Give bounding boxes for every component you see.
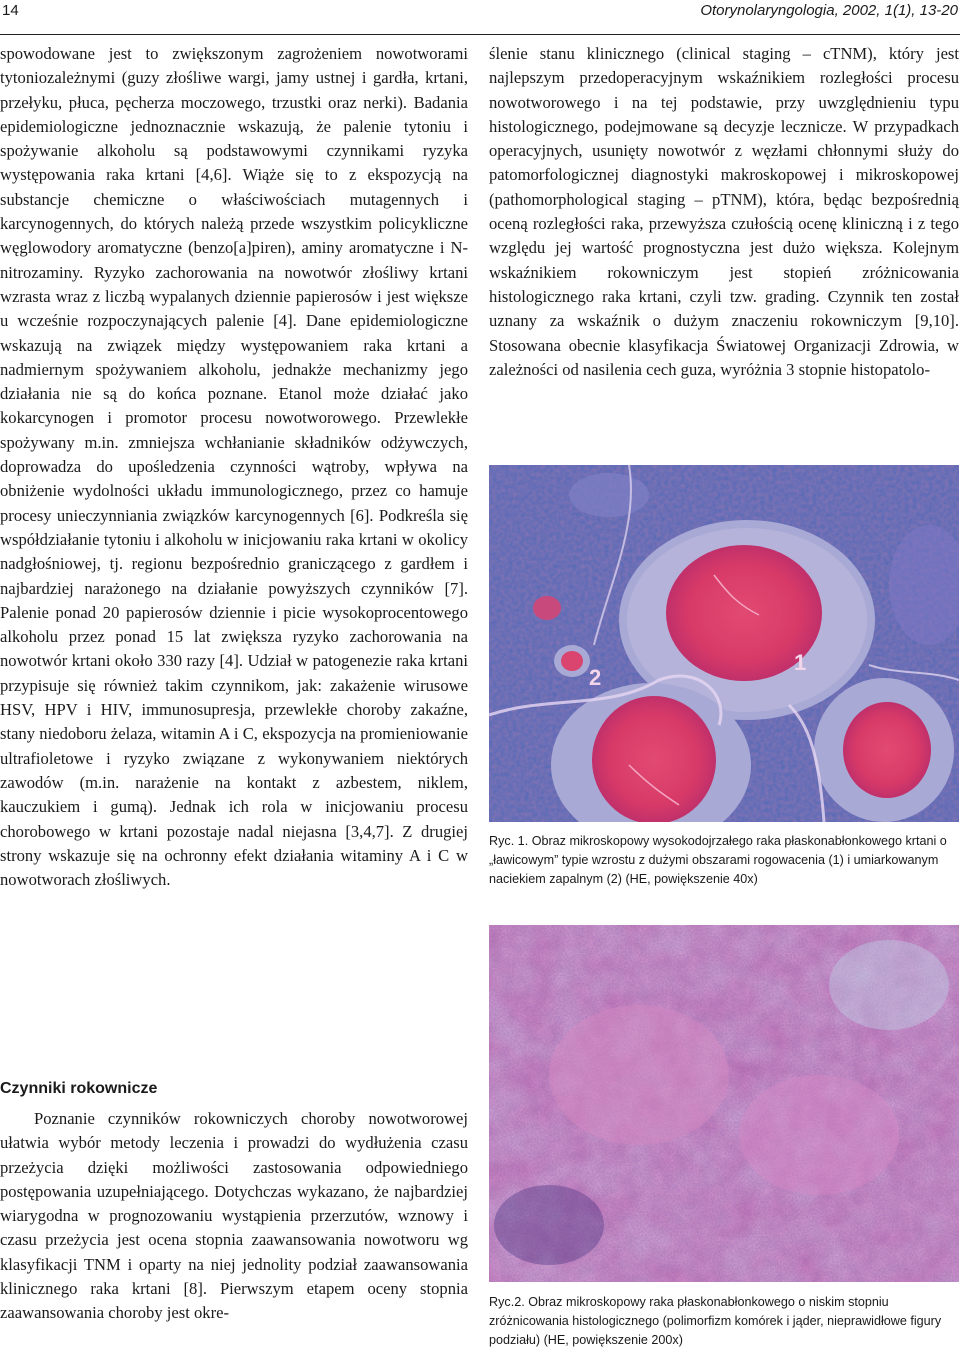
- left-column-section: [0, 1107, 468, 1326]
- micrograph-image: [489, 925, 959, 1282]
- figure-label-1: 1: [794, 650, 807, 675]
- left-column: [0, 42, 468, 892]
- page-header: [0, 0, 960, 35]
- figure-label-2: 2: [589, 665, 602, 690]
- figure-1-caption: Ryc. 1. Obraz mikroskopowy wysokodojrzałego raka płaskonabłonkowego krtani o „ławicowym” typie wzrostu z dużymi obszarami rogowacenia (1) i umiarkowanym naciekiem zapalnym (2) (HE, powiększenie 40x): [489, 834, 947, 886]
- journal-citation: Otorynolaryngologia, 2002, 1(1), 13-20: [700, 2, 958, 19]
- body-paragraph: spowodowane jest to zwiększonym zagrożeniem nowotworami tytoniozależnymi (guzy złośliwe wargi, jamy ustnej i gardła, krtani, przełyku, płuca, pęcherza moczowego, trzustki oraz nerki). Badania epidemiologiczne jednoznacznie wskazują, że palenie tytoniu i spożywanie alkoholu są podstawowymi czynnikami ryzyka występowania raka krtani [4,6]. Wiąże się to z ekspozycją na substancje chemiczne o właściwościach mutagennych i karcynogennych, do których należą przede wszystkim policykliczne węglowodory aromatyczne (benzo[a]piren), aminy aromatyczne i N-nitrozaminy. Ryzyko zachorowania na nowotwór złośliwy krtani wzrasta wraz z liczbą wypalanych dziennie papierosów i jest większe u wcześnie rozpoczynających palenie [4]. Dane epidemiologiczne wskazują na związek między występowaniem raka krtani a nadmiernym spożywaniem alkoholu, jednakże mechanizmy jego działania nie są do końca poznane. Etanol może działać jako kokarcynogen i promotor procesu nowotworowego. Przewlekłe spożywany m.in. zmniejsza wchłanianie składników odżywczych, doprowadza do upośledzenia czynności wątroby, wpływa na obniżenie wydolności układu immunologicznego, przez co hamuje procesy unieczynniania związków karcynogennych [6]. Podkreśla się współdziałanie tytoniu i alkoholu w inicjowaniu raka krtani w okolicy nadgłośniowej, tj. regionu bezpośrednio graniczącego z gardłem i najbardziej narażonego na działanie powyższych czynników [7]. Palenie ponad 20 papierosów dziennie i picie wysokoprocentowego alkoholu przez ponad 15 lat zwiększa ryzyko zachorowania na nowotwór krtani około 330 razy [4]. Udział w patogenezie raka krtani przypisuje się również takim czynnikom, jak: zakażenie wirusowe HSV, HPV i HIV, immunosupresja, przewlekłe choroby zakaźne, stany niedoboru żelaza, witamin A i C, ekspozycja na promieniowanie ultrafioletowe i ryzyko związane z wykonywaniem niektórych zawodów (m.in. narażenie na kontakt z azbestem, niklem, kauczukiem i gumą). Jednak ich rola w inicjowaniu procesu chorobowego w krtani pozostaje nadal niejasna [3,4,7]. Z drugiej strony wskazuje się na ochronny efekt działania witaminy A i C w nowotworach złośliwych.: [0, 44, 468, 890]
- page-number: 14: [2, 2, 19, 19]
- figure-2-caption: Ryc.2. Obraz mikroskopowy raka płaskonabłonkowego o niskim stopniu zróżnicowania histologicznego (polimorfizm komórek i jąder, nieprawidłowe figury podziału) (HE, powiększenie 200x): [489, 1295, 942, 1347]
- right-column: [489, 42, 959, 382]
- section-heading: Czynniki rokownicze: [0, 1080, 158, 1097]
- body-paragraph: ślenie stanu klinicznego (clinical staging – cTNM), który jest najlepszym przedoperacyjnym wskaźnikiem rozległości procesu nowotworowego i na tej podstawie, przy uwzględnieniu typu histologicznego, podejmowane są decyzje lecznicze. W przypadkach operacyjnych, usunięty nowotwór z węzłami chłonnymi służy do patomorfologicznej diagnostyki makroskopowej i mikroskopowej (pathomorphological staging – pTNM), która, będąc bezpośrednią oceną rozległości raka, przewyższa czułością ocenę kliniczną i z tego względu jej wartość prognostyczna jest dużo większa. Kolejnym wskaźnikiem rokowniczym jest stopień zróżnicowania histologicznego raka krtani, czyli tzw. grading. Czynnik ten został uznany za wskaźnik o dużym znaczeniu rokowniczym [9,10]. Stosowana obecnie klasyfikacja Światowej Organizacji Zdrowia, w zależności od nasilenia cech guza, wyróżnia 3 stopnie histopatolo-: [489, 44, 959, 379]
- micrograph-image: [489, 465, 959, 822]
- body-paragraph: Poznanie czynników rokowniczych choroby nowotworowej ułatwia wybór metody leczenia i prowadzi do wydłużenia czasu przeżycia dzięki możliwości zastosowania odpowiedniego postępowania uzupełniającego. Dotychczas wykazano, że najbardziej wiarygodna w prognozowaniu wystąpienia przerzutów, wznowy i czasu przeżycia jest ocena stopnia zaawansowania nowotworu wg klasyfikacji TNM i oparty na niej jednolity podział zaawansowania klinicznego raka krtani [8]. Pierwszym etapem oceny stopnia zaawansowania choroby jest okre-: [0, 1109, 468, 1323]
- figure-1-micrograph: [489, 465, 959, 822]
- figure-2-micrograph: [489, 925, 959, 1282]
